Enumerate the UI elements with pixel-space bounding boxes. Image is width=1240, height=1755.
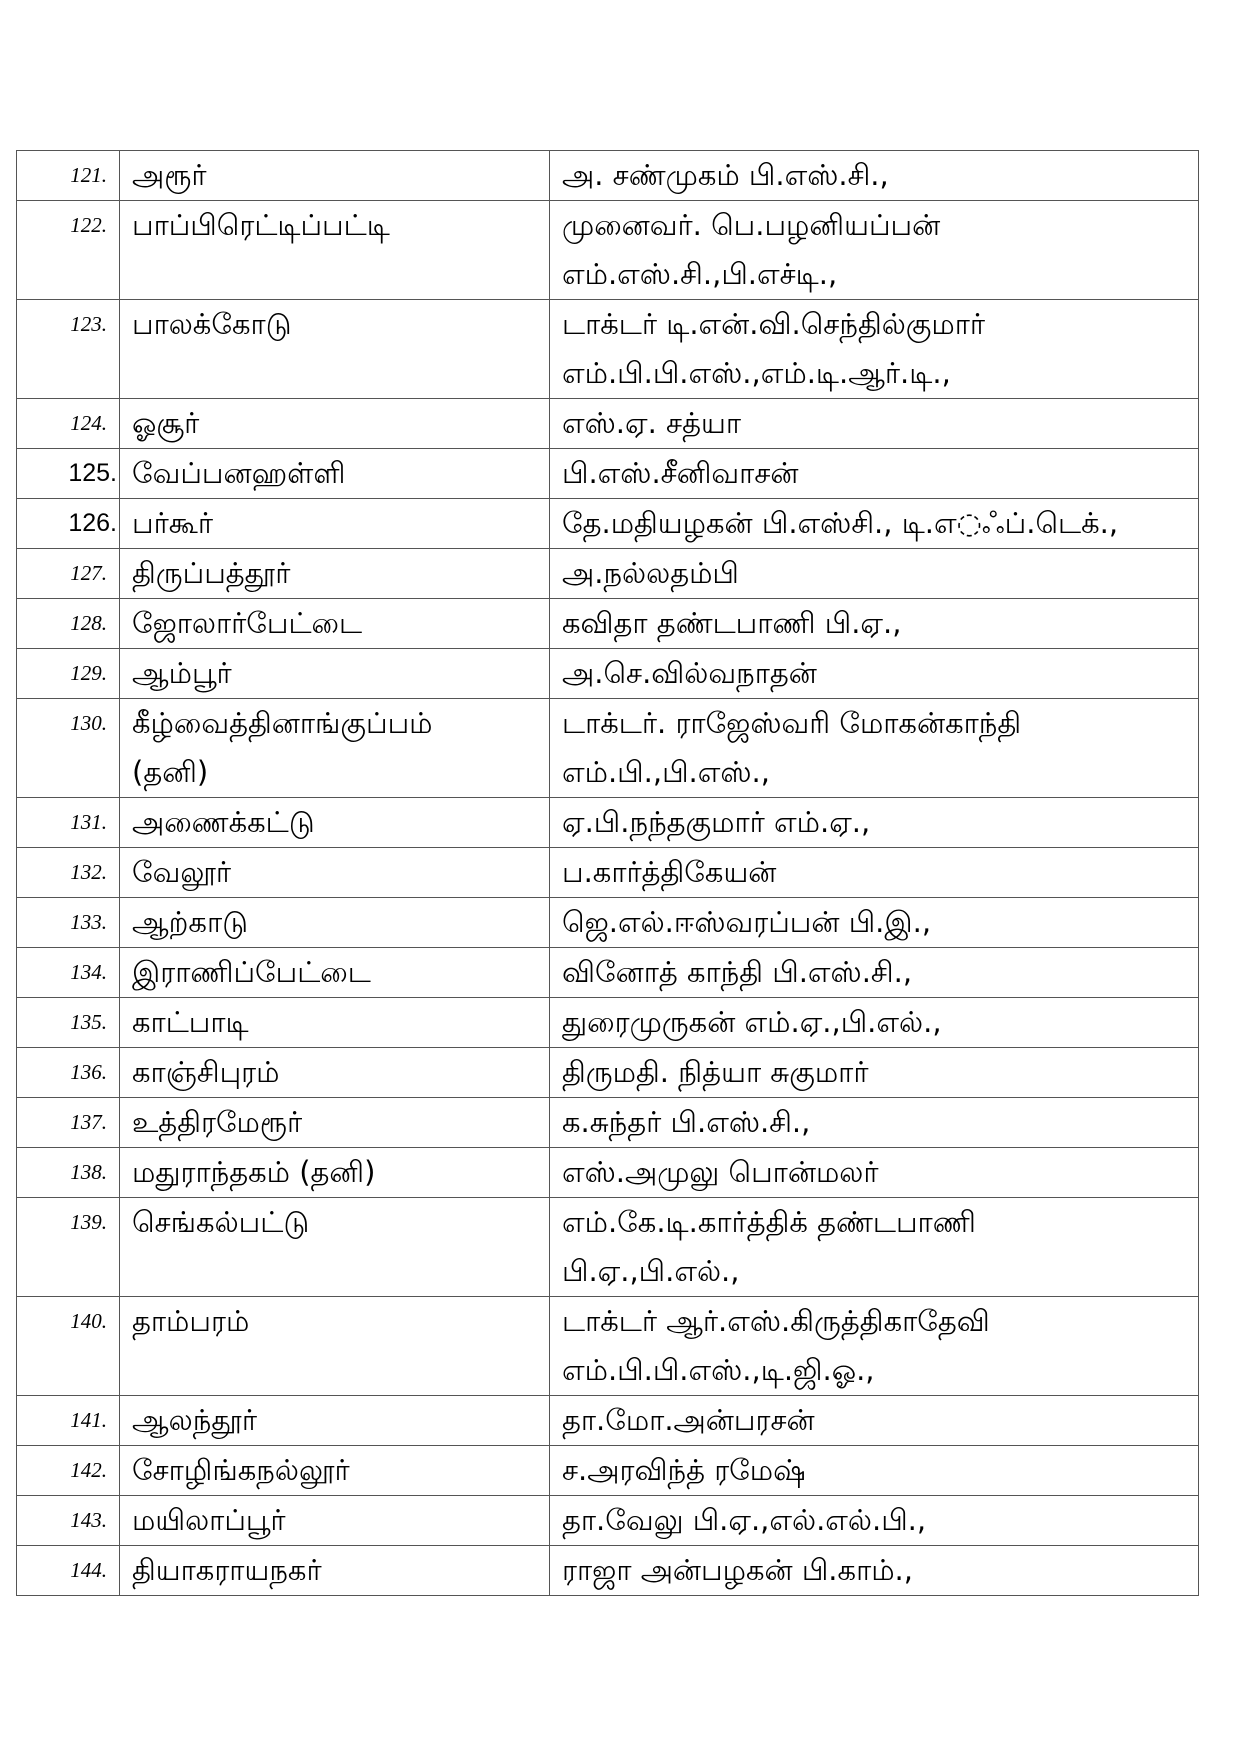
table-row <box>17 399 1199 449</box>
table-row <box>17 1546 1199 1596</box>
constituency-cell <box>120 798 550 848</box>
table-row <box>17 599 1199 649</box>
table-row <box>17 1446 1199 1496</box>
constituency-cell <box>120 1396 550 1446</box>
row-number: 142. <box>17 1446 120 1496</box>
row-number: 132. <box>17 848 120 898</box>
constituency-name: ஆற்காடு <box>132 905 248 939</box>
candidate-cell <box>550 151 1199 201</box>
row-number: 123. <box>17 300 120 399</box>
table-row <box>17 1048 1199 1098</box>
candidate-name: ச.அரவிந்த் ரமேஷ் <box>562 1453 806 1487</box>
constituency-cell <box>120 1446 550 1496</box>
table-row <box>17 948 1199 998</box>
constituency-name: ஓசூர் <box>132 406 200 440</box>
constituency-cell <box>120 699 550 798</box>
candidate-name: எம்.கே.டி.கார்த்திக் தண்டபாணி <box>562 1205 976 1239</box>
constituency-name: பர்கூர் <box>132 506 213 540</box>
constituency-cell <box>120 599 550 649</box>
candidate-name: ராஜா அன்பழகன் பி.காம்., <box>562 1553 913 1587</box>
constituency-cell <box>120 449 550 499</box>
candidate-name: தா.வேலு பி.ஏ.,எல்.எல்.பி., <box>562 1503 927 1537</box>
constituency-name: பாலக்கோடு <box>132 307 292 341</box>
candidate-cell <box>550 1496 1199 1546</box>
candidate-name: முனைவர். பெ.பழனியப்பன் <box>562 208 941 242</box>
row-number: 135. <box>17 998 120 1048</box>
row-number: 128. <box>17 599 120 649</box>
constituency-name: சோழிங்கநல்லூர் <box>132 1453 350 1487</box>
candidate-name: கவிதா தண்டபாணி பி.ஏ., <box>562 606 902 640</box>
row-number: 127. <box>17 549 120 599</box>
table-row <box>17 300 1199 399</box>
row-number: 126. <box>17 499 120 549</box>
candidate-name: ஏ.பி.நந்தகுமார் எம்.ஏ., <box>562 805 871 839</box>
table-row <box>17 499 1199 549</box>
constituency-cell <box>120 201 550 300</box>
row-number: 133. <box>17 898 120 948</box>
row-number: 122. <box>17 201 120 300</box>
constituency-cell <box>120 998 550 1048</box>
candidate-cell <box>550 898 1199 948</box>
row-number: 129. <box>17 649 120 699</box>
row-number: 130. <box>17 699 120 798</box>
candidate-name: பி.ஏ.,பி.எல்., <box>562 1254 740 1288</box>
constituency-name: ஆம்பூர் <box>132 656 232 690</box>
candidate-cell <box>550 699 1199 798</box>
candidate-table <box>16 150 1199 1596</box>
candidate-name: திருமதி. நித்யா சுகுமார் <box>562 1055 869 1089</box>
constituency-name: காஞ்சிபுரம் <box>132 1055 280 1089</box>
constituency-name: ஆலந்தூர் <box>132 1403 258 1437</box>
constituency-cell <box>120 399 550 449</box>
candidate-name: ஜெ.எல்.ஈஸ்வரப்பன் பி.இ., <box>562 905 932 939</box>
constituency-cell <box>120 948 550 998</box>
row-number: 140. <box>17 1297 120 1396</box>
table-row <box>17 549 1199 599</box>
candidate-name: எஸ்.அமுலு பொன்மலர் <box>562 1155 879 1189</box>
candidate-name: டாக்டர் ஆர்.எஸ்.கிருத்திகாதேவி <box>562 1304 990 1338</box>
table-row <box>17 1297 1199 1396</box>
constituency-cell <box>120 499 550 549</box>
candidate-cell <box>550 1098 1199 1148</box>
constituency-name: பாப்பிரெட்டிப்பட்டி <box>132 208 390 242</box>
candidate-cell <box>550 1048 1199 1098</box>
constituency-cell <box>120 1496 550 1546</box>
table-row <box>17 1496 1199 1546</box>
constituency-name: இராணிப்பேட்டை <box>132 955 371 989</box>
candidate-cell <box>550 499 1199 549</box>
constituency-cell <box>120 151 550 201</box>
constituency-name: வேலூர் <box>132 855 231 889</box>
constituency-cell <box>120 1546 550 1596</box>
table-body <box>17 151 1199 1596</box>
constituency-name: மதுராந்தகம் (தனி) <box>132 1155 376 1189</box>
table-row <box>17 449 1199 499</box>
constituency-name: கீழ்வைத்தினாங்குப்பம் <box>132 706 433 740</box>
candidate-name: எம்.பி.,பி.எஸ்., <box>562 755 770 789</box>
constituency-name: உத்திரமேரூர் <box>132 1105 303 1139</box>
constituency-name: காட்பாடி <box>132 1005 249 1039</box>
candidate-cell <box>550 1546 1199 1596</box>
candidate-cell <box>550 1148 1199 1198</box>
table-row <box>17 1198 1199 1297</box>
constituency-name: (தனி) <box>132 755 209 789</box>
candidate-name: அ.நல்லதம்பி <box>562 556 739 590</box>
candidate-cell <box>550 449 1199 499</box>
row-number: 125. <box>17 449 120 499</box>
row-number: 139. <box>17 1198 120 1297</box>
candidate-cell <box>550 998 1199 1048</box>
candidate-cell <box>550 549 1199 599</box>
constituency-name: வேப்பனஹள்ளி <box>132 456 346 490</box>
document-page <box>16 150 1199 1596</box>
candidate-cell <box>550 1396 1199 1446</box>
constituency-name: அணைக்கட்டு <box>132 805 315 839</box>
candidate-name: எம்.பி.பி.எஸ்.,எம்.டி.ஆர்.டி., <box>562 356 951 390</box>
constituency-cell <box>120 1148 550 1198</box>
table-row <box>17 151 1199 201</box>
constituency-cell <box>120 848 550 898</box>
candidate-cell <box>550 1297 1199 1396</box>
constituency-cell <box>120 898 550 948</box>
candidate-cell <box>550 399 1199 449</box>
candidate-cell <box>550 1198 1199 1297</box>
candidate-name: எஸ்.ஏ. சத்யா <box>562 406 741 440</box>
candidate-name: துரைமுருகன் எம்.ஏ.,பி.எல்., <box>562 1005 942 1039</box>
constituency-name: தியாகராயநகர் <box>132 1553 322 1587</box>
constituency-cell <box>120 1098 550 1148</box>
constituency-cell <box>120 300 550 399</box>
row-number: 141. <box>17 1396 120 1446</box>
constituency-cell <box>120 549 550 599</box>
candidate-name: அ. சண்முகம் பி.எஸ்.சி., <box>562 158 889 192</box>
candidate-name: பி.எஸ்.சீனிவாசன் <box>562 456 799 490</box>
table-row <box>17 1098 1199 1148</box>
constituency-cell <box>120 1297 550 1396</box>
table-row <box>17 699 1199 798</box>
candidate-cell <box>550 848 1199 898</box>
candidate-name: க.சுந்தர் பி.எஸ்.சி., <box>562 1105 811 1139</box>
constituency-name: அரூர் <box>132 158 207 192</box>
candidate-cell <box>550 1446 1199 1496</box>
candidate-name: வினோத் காந்தி பி.எஸ்.சி., <box>562 955 913 989</box>
row-number: 143. <box>17 1496 120 1546</box>
candidate-cell <box>550 201 1199 300</box>
candidate-cell <box>550 649 1199 699</box>
candidate-name: எம்.பி.பி.எஸ்.,டி.ஜி.ஓ., <box>562 1353 875 1387</box>
candidate-name: தே.மதியழகன் பி.எஸ்சி., டி.எ◌ஃப்.டெக்., <box>562 506 1119 540</box>
row-number: 138. <box>17 1148 120 1198</box>
candidate-cell <box>550 599 1199 649</box>
table-row <box>17 848 1199 898</box>
table-row <box>17 798 1199 848</box>
row-number: 121. <box>17 151 120 201</box>
candidate-name: எம்.எஸ்.சி.,பி.எச்டி., <box>562 257 838 291</box>
constituency-cell <box>120 649 550 699</box>
table-row <box>17 1396 1199 1446</box>
table-row <box>17 998 1199 1048</box>
row-number: 144. <box>17 1546 120 1596</box>
constituency-name: தாம்பரம் <box>132 1304 250 1338</box>
table-row <box>17 898 1199 948</box>
candidate-cell <box>550 300 1199 399</box>
candidate-name: தா.மோ.அன்பரசன் <box>562 1403 815 1437</box>
candidate-name: டாக்டர் டி.என்.வி.செந்தில்குமார் <box>562 307 986 341</box>
constituency-name: மயிலாப்பூர் <box>132 1503 286 1537</box>
row-number: 136. <box>17 1048 120 1098</box>
candidate-cell <box>550 798 1199 848</box>
candidate-cell <box>550 948 1199 998</box>
row-number: 137. <box>17 1098 120 1148</box>
table-row <box>17 649 1199 699</box>
constituency-cell <box>120 1048 550 1098</box>
candidate-name: ப.கார்த்திகேயன் <box>562 855 777 889</box>
row-number: 131. <box>17 798 120 848</box>
row-number: 124. <box>17 399 120 449</box>
row-number: 134. <box>17 948 120 998</box>
table-row <box>17 1148 1199 1198</box>
candidate-name: அ.செ.வில்வநாதன் <box>562 656 817 690</box>
table-row <box>17 201 1199 300</box>
constituency-name: திருப்பத்தூர் <box>132 556 291 590</box>
constituency-name: செங்கல்பட்டு <box>132 1205 310 1239</box>
constituency-cell <box>120 1198 550 1297</box>
candidate-name: டாக்டர். ராஜேஸ்வரி மோகன்காந்தி <box>562 706 1022 740</box>
constituency-name: ஜோலார்பேட்டை <box>132 606 363 640</box>
